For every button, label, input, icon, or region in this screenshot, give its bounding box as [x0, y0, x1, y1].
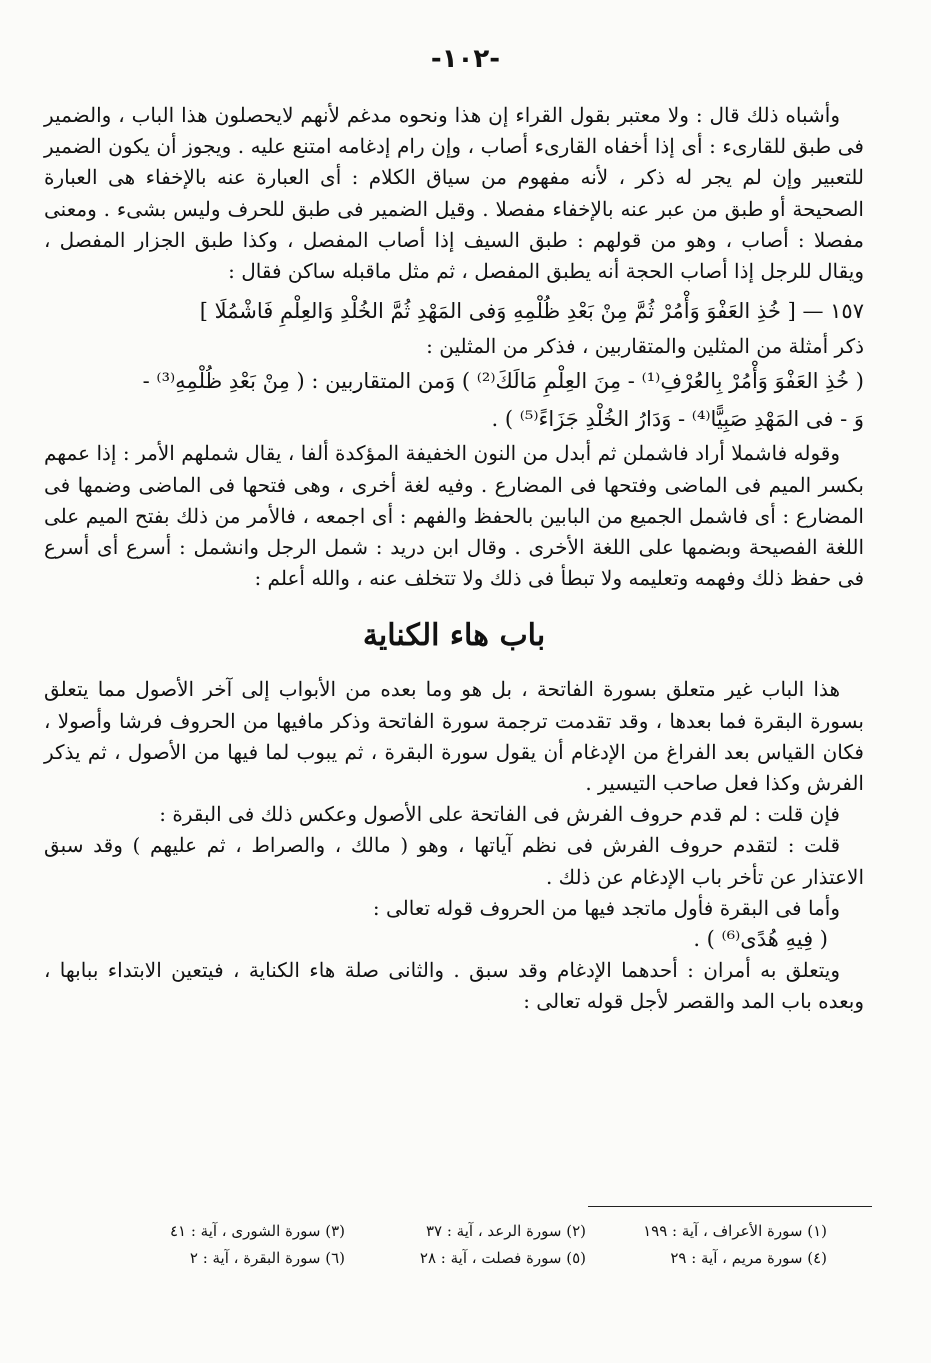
paragraph-1: وأشباه ذلك قال : ولا معتبر بقول القراء إن هذا ونحوه مدغم لأنهم لايحصلون هذا الباب ، والضمير فى طبق للقارىء : أى إذا أخفاه القارىء أصاب ، وإن رام إدغامه امتنع عليه . ويجوز أن يكون الضمير للتعبير وإن لم يجر له ذكر ، لأنه مفهوم من سياق الكلام : أى العبارة عنه بالإخفاء هى العبارة الصحيحة أو طبق من عبر عنه بالإخفاء مفصلا . وقيل الضمير فى طبق للحرف وليس بشىء . ومعنى مفصلا : أصاب ، وهو من قولهم : طبق السيف إذا أصاب المفصل ، وكذا طبق الجزار المفصل ، ويقال للرجل إذا أصاب الحجة أنه يطبق المفصل ، ثم مثل ماقبله ساكن فقال :	[44, 103, 864, 284]
verse-157: ١٥٧ — [ خُذِ العَفْوَ وَأْمُرْ ثُمَّ مِنْ بَعْدِ ظُلْمِهِ وَفى المَهْدِ ثُمَّ الخُلْدِ وَالعِلْمِ فَاشْمُلَا ]	[199, 299, 864, 324]
quran-line-1: ( خُذِ العَفْوَ وَأْمُرْ بِالعُرْفِ⁽¹⁾ - مِنَ العِلْمِ مَالَكَ⁽²⁾ ) وَمن المتقاربين : ( مِنْ بَعْدِ ظُلْمِهِ⁽³⁾ -	[142, 369, 864, 394]
footnote-5: (٥) سورة فصلت ، آية : ٢٨	[419, 1249, 586, 1267]
paragraph-4: هذا الباب غير متعلق بسورة الفاتحة ، بل هو وما بعده من الأبواب إلى آخر الأصول مما يتعلق بسورة البقرة فما بعدها ، وقد تقدمت ترجمة سورة الفاتحة وذكر مافيها من الحروف فرشا وأصولا ، فكان القياس بعد الفراغ من الإدغام أن يقول سورة البقرة ، ثم يبوب لما فيها من الأصول ، ثم يذكر الفرش وكذا فعل صاحب التيسير .	[44, 677, 864, 796]
paragraph-6: قلت : لتقدم حروف الفرش فى نظم آياتها ، وهو ( مالك ، والصراط ، ثم عليهم ) وقد سبق الاعتذار عن تأخر باب الإدغام عن ذلك .	[44, 833, 864, 889]
footnote-2: (٢) سورة الرعد ، آية : ٣٧	[425, 1222, 586, 1240]
quran-quote: ( فِيهِ هُدًى⁽⁶⁾ ) .	[693, 927, 828, 952]
footnote-4: (٤) سورة مريم ، آية : ٢٩	[670, 1249, 827, 1267]
footnotes	[105, 1218, 827, 1272]
paragraph-5: فإن قلت : لم قدم حروف الفرش فى الفاتحة على الأصول وعكس ذلك فى البقرة :	[159, 802, 840, 827]
footnote-row	[105, 1245, 827, 1272]
footnote-divider	[588, 1206, 872, 1207]
paragraph-7: وأما فى البقرة فأول ماتجد فيها من الحروف قوله تعالى :	[372, 895, 840, 920]
paragraph-8: ويتعلق به أمران : أحدهما الإدغام وقد سبق . والثانى صلة هاء الكناية ، فيتعين الابتداء ببابها ، وبعده باب المد والقصر لأجل قوله تعالى :	[44, 958, 864, 1014]
paragraph-3: وقوله فاشملا أراد فاشملن ثم أبدل من النون الخفيفة المؤكدة ألفا ، يقال شملهم الأمر : إذا عمهم بكسر الميم فى الماضى وفتحها فى المضارع . وفيه لغة أخرى ، وهى فتحها فى الماضى وضمها فى المضارع : أى فاشمل الجميع من البابين بالحفظ والفهم : أى اجمعه ، فالأمر من ذلك بفتح الميم على اللغة الفصيحة وبضمها على اللغة الأخرى . وقال ابن دريد : شمل الرجل وانشمل : أسرع أى أسرع فى حفظ ذلك وفهمه وتعليمه ولا تبطأ فى ذلك ولا تتخلف عنه ، والله أعلم :	[44, 441, 864, 591]
chapter-title: باب هاء الكناية	[362, 618, 546, 654]
quran-examples	[44, 362, 864, 438]
page-number: -١٠٢-	[430, 44, 501, 74]
paragraph-2: ذكر أمثلة من المثلين والمتقاربين ، فذكر من المثلين :	[426, 334, 864, 359]
main-text	[44, 100, 864, 1018]
footnote-row	[105, 1218, 827, 1245]
quran-line-2: وَ - فى المَهْدِ صَبِيًّا⁽⁴⁾ - وَدَارُ الخُلْدِ جَزَاءً⁽⁵⁾ ) .	[491, 407, 864, 432]
footnote-3: (٣) سورة الشورى ، آية : ٤١	[169, 1222, 345, 1240]
footnote-6: (٦) سورة البقرة ، آية : ٢	[189, 1249, 345, 1267]
footnote-1: (١) سورة الأعراف ، آية : ١٩٩	[643, 1222, 827, 1240]
